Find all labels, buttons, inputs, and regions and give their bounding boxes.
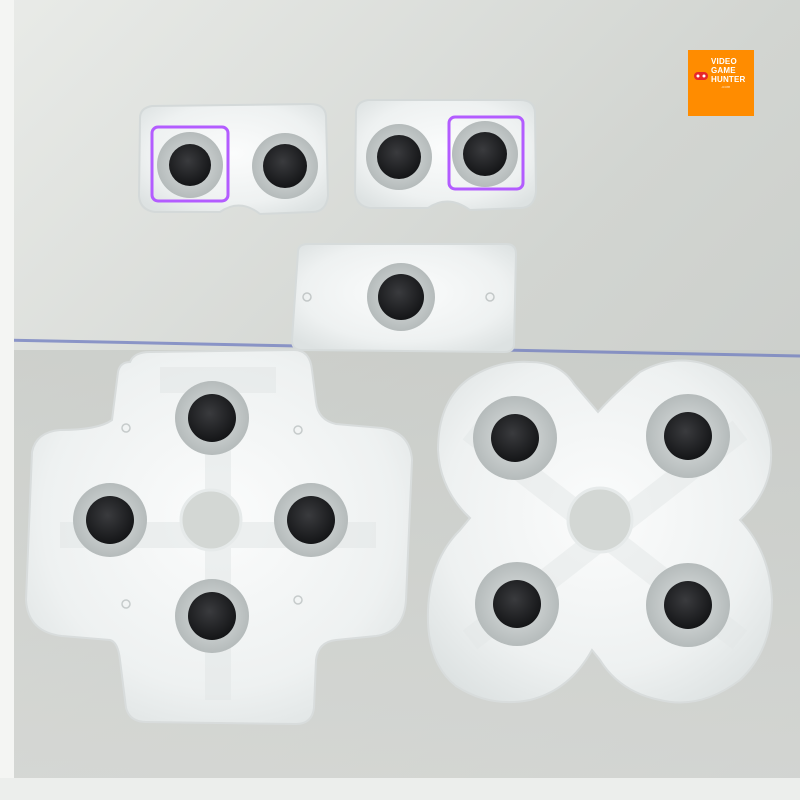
contact-dot <box>493 580 541 628</box>
logo-text <box>711 57 746 90</box>
contact-dot <box>86 496 134 544</box>
contact-dot <box>463 132 507 176</box>
center-hole <box>568 488 632 552</box>
contact-dot <box>263 144 307 188</box>
logo-line: GAME <box>711 66 736 75</box>
contact-dot <box>287 496 335 544</box>
brand-logo <box>688 50 754 116</box>
contact-dot <box>664 412 712 460</box>
single-pad-center <box>292 244 516 352</box>
logo-line: VIDEO <box>711 57 737 66</box>
contact-dot <box>377 135 421 179</box>
sheet-left-edge <box>0 0 14 800</box>
logo-tagline: .com <box>721 84 731 89</box>
contact-dot <box>491 414 539 462</box>
contact-dot <box>188 394 236 442</box>
sheet-bottom-edge <box>0 778 800 800</box>
contact-dot <box>188 592 236 640</box>
logo-line: HUNTER <box>711 75 746 84</box>
contact-dot <box>169 144 211 186</box>
small-pad-left <box>139 104 328 214</box>
controller-icon <box>693 67 709 85</box>
contact-dot <box>664 581 712 629</box>
small-pad-right <box>355 100 536 210</box>
center-hole <box>181 490 241 550</box>
contact-dot <box>378 274 424 320</box>
face-button-contact-pad <box>428 360 772 702</box>
